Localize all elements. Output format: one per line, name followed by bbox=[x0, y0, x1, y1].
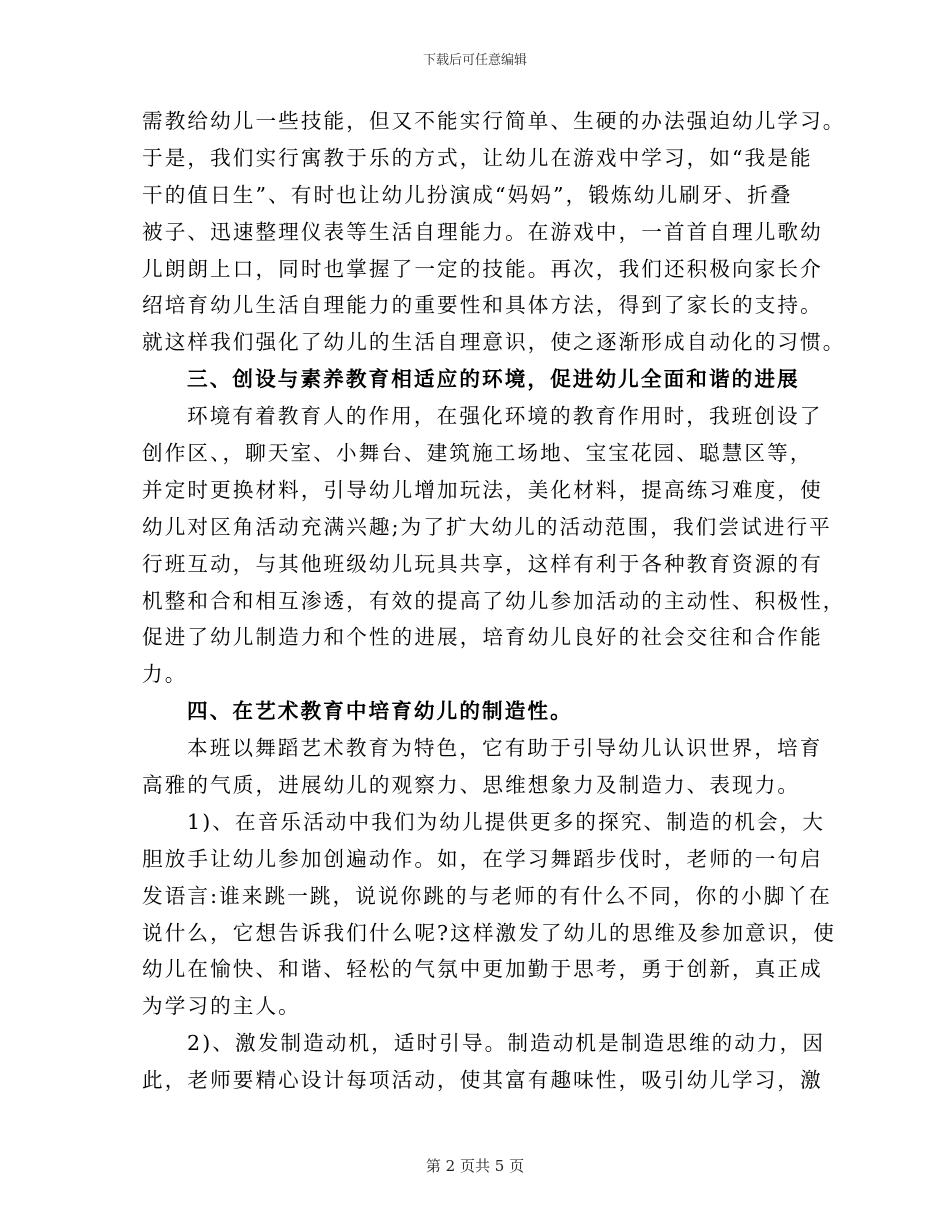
paragraph-line: 儿朗朗上口，同时也掌握了一定的技能。再次，我们还积极向家长介 bbox=[142, 256, 823, 281]
paragraph-line: 促进了幼儿制造力和个性的进展，培育幼儿良好的社会交往和合作能 bbox=[142, 625, 823, 650]
paragraph-line: 机整和合和相互渗透，有效的提高了幼儿参加活动的主动性、积极性， bbox=[142, 588, 846, 613]
paragraph-line: 干的值日生”、有时也让幼儿扮演成“妈妈”，锻炼幼儿刷牙、折叠 bbox=[142, 182, 793, 207]
paragraph-line: 于是，我们实行寓教于乐的方式，让幼儿在游戏中学习，如“我是能 bbox=[142, 145, 813, 170]
paragraph-line: 需教给幼儿一些技能，但又不能实行简单、生硬的办法强迫幼儿学习。 bbox=[142, 109, 846, 133]
document-body bbox=[142, 103, 846, 1099]
paragraph-line: 力。 bbox=[142, 662, 188, 687]
paragraph-line: 1)、在音乐活动中我们为幼儿提供更多的探究、制造的机会，大 bbox=[187, 809, 826, 834]
paragraph-line: 此，老师要精心设计每项活动，使其富有趣味性，吸引幼儿学习，激 bbox=[142, 1068, 823, 1093]
paragraph-line: 并定时更换材料，引导幼儿增加玩法，美化材料，提高练习难度，使 bbox=[142, 477, 823, 502]
section-heading-4: 四、在艺术教育中培育幼儿的制造性。 bbox=[187, 699, 573, 724]
paragraph-line: 说什么，它想告诉我们什么呢?这样激发了幼儿的思维及参加意识，使 bbox=[142, 920, 836, 945]
paragraph-line: 幼儿对区角活动充满兴趣;为了扩大幼儿的活动范围，我们尝试进行平 bbox=[142, 514, 832, 539]
section-heading-3: 三、创设与素养教育相适应的环境，促进幼儿全面和谐的进展 bbox=[187, 367, 800, 392]
paragraph-line: 幼儿在愉快、和谐、轻松的气氛中更加勤于思考，勇于创新，真正成 bbox=[142, 957, 823, 982]
paragraph-line: 本班以舞蹈艺术教育为特色，它有助于引导幼儿认识世界，培育 bbox=[187, 736, 823, 761]
paragraph-line: 高雅的气质，进展幼儿的观察力、思维想象力及制造力、表现力。 bbox=[142, 773, 801, 798]
paragraph-line: 为学习的主人。 bbox=[142, 994, 301, 1019]
page-footer: 第 2 页共 5 页 bbox=[425, 1157, 525, 1175]
paragraph-line: 被子、迅速整理仪表等生活自理能力。在游戏中，一首首自理儿歌幼 bbox=[142, 219, 823, 244]
paragraph-line: 发语言:谁来跳一跳，说说你跳的与老师的有什么不同，你的小脚丫在 bbox=[142, 883, 832, 908]
paragraph-line: 绍培育幼儿生活自理能力的重要性和具体方法，得到了家长的支持。 bbox=[142, 293, 823, 318]
paragraph-line: 创作区、，聊天室、小舞台、建筑施工场地、宝宝花园、聪慧区等， bbox=[142, 441, 813, 466]
paragraph-line: 胆放手让幼儿参加创遍动作。如，在学习舞蹈步伐时，老师的一句启 bbox=[142, 846, 823, 871]
page-header: 下载后可任意编辑 bbox=[422, 53, 527, 68]
paragraph-line: 行班互动，与其他班级幼儿玩具共享，这样有利于各种教育资源的有 bbox=[142, 551, 823, 576]
paragraph-line: 2)、激发制造动机，适时引导。制造动机是制造思维的动力，因 bbox=[187, 1031, 826, 1056]
paragraph-line: 环境有着教育人的作用，在强化环境的教育作用时，我班创设了 bbox=[187, 404, 823, 429]
paragraph-line: 就这样我们强化了幼儿的生活自理意识，使之逐渐形成自动化的习惯。 bbox=[142, 330, 846, 355]
